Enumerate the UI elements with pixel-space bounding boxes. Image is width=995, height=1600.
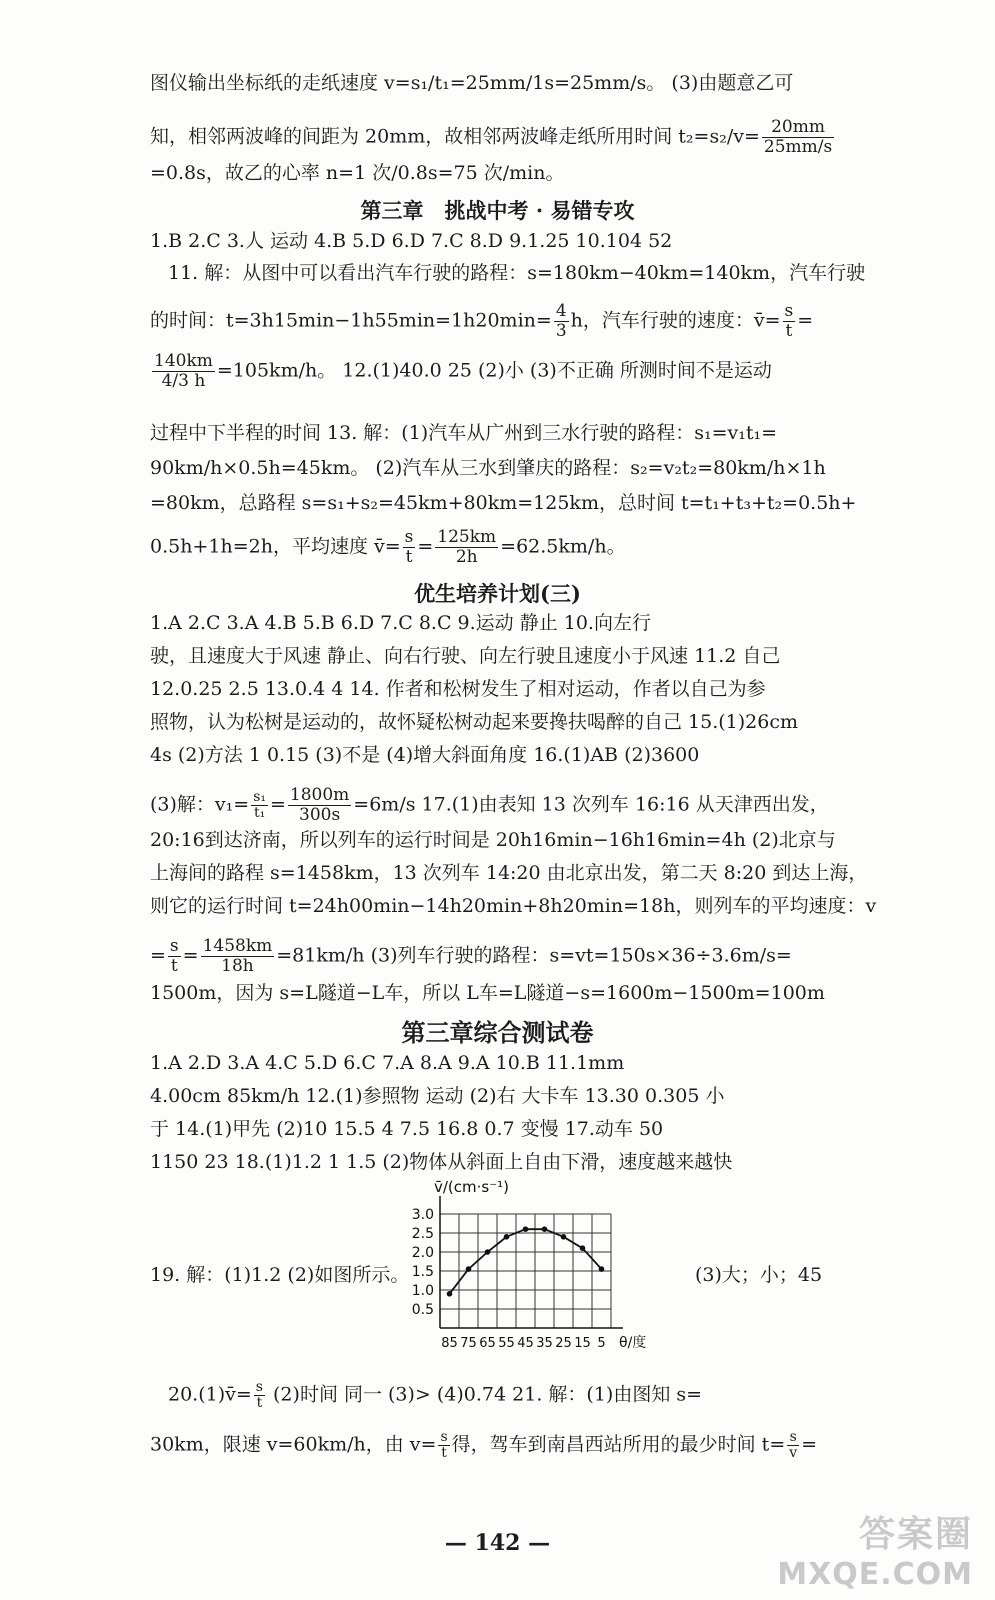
data-point	[523, 1226, 529, 1232]
text-line: 4.00cm 85km/h 12.(1)参照物 运动 (2)右 大卡车 13.30 0.305 小	[150, 1085, 725, 1107]
fraction-denominator: 18h	[221, 956, 254, 976]
text-line: 于 14.(1)甲先 (2)10 15.5 4 7.5 16.8 0.7 变慢 17.动车 50	[150, 1118, 664, 1140]
fraction-denominator: 2h	[455, 547, 478, 567]
text-line	[150, 117, 833, 157]
fraction	[152, 352, 215, 391]
fraction	[787, 1430, 799, 1461]
fraction	[403, 528, 416, 567]
text-line: 照物，认为松树是运动的，故怀疑松树动起来要搀扶喝醉的自己 15.(1)26cm	[150, 711, 799, 733]
section-title: 第三章综合测试卷	[401, 1019, 594, 1047]
data-point	[561, 1234, 567, 1240]
fraction	[288, 786, 351, 825]
fraction	[783, 302, 796, 341]
y-tick-label: 2.0	[411, 1245, 434, 1261]
fraction-denominator: 25mm/s	[763, 137, 833, 157]
y-tick-label: 1.0	[411, 1283, 434, 1299]
text-line: =80km，总路程 s=s₁+s₂=45km+80km=125km，总时间 t=t₁+t₃+t₂=0.5h+	[150, 492, 857, 514]
text-line: 图仪输出坐标纸的走纸速度 v=s₁/t₁=25mm/1s=25mm/s。 (3)由题意乙可	[150, 72, 794, 94]
text-line: 20:16到达济南，所以列车的运行时间是 20h16min−16h16min=4h (2)北京与	[150, 829, 836, 851]
data-point	[542, 1226, 548, 1232]
data-point	[485, 1249, 491, 1255]
text-line: 驶，且速度大于风速 静止、向右行驶、向左行驶且速度小于风速 11.2 自己	[150, 645, 781, 667]
text-segment: =	[801, 1433, 818, 1456]
text-segment: =	[182, 944, 199, 967]
fraction-numerator: 125km	[437, 527, 497, 547]
fraction-numerator: s	[255, 1379, 263, 1395]
fraction-numerator: 20mm	[762, 118, 834, 138]
text-line	[150, 528, 790, 567]
fraction-denominator: t	[170, 956, 178, 976]
fraction-numerator: s	[787, 1430, 799, 1446]
text-line: 12.0.25 2.5 13.0.4 4 14. 作者和松树发生了相对运动，作者以自己为参	[150, 678, 766, 700]
fraction-numerator: s	[169, 936, 179, 956]
fraction	[201, 937, 275, 976]
fraction	[251, 790, 268, 821]
fraction-denominator: t	[405, 547, 413, 567]
fraction-numerator: 4	[555, 301, 567, 321]
fraction	[435, 528, 498, 567]
text-segment: =6m/s 17.(1)由表知 13 次列车 16:16 从天津西出发，	[353, 793, 829, 816]
fraction-denominator: 3	[555, 321, 567, 341]
text-line	[150, 301, 814, 341]
x-tick-label: 45	[517, 1336, 534, 1351]
text-line: 4s (2)方法 1 0.15 (3)不是 (4)增大斜面角度 16.(1)AB (2)3600	[150, 744, 700, 766]
fraction-denominator: t	[441, 1445, 447, 1461]
text-line: 1150 23 18.(1)1.2 1 1.5 (2)物体从斜面上自由下滑，速度越来越快	[150, 1151, 733, 1173]
text-line: 则它的运行时间 t=24h00min−14h20min+8h20min=18h，则列车的平均速度：v	[150, 895, 877, 917]
y-tick-label: 0.5	[411, 1302, 434, 1318]
fraction-numerator: 1458km	[202, 936, 273, 956]
text-line: =0.8s，故乙的心率 n=1 次/0.8s=75 次/min。	[150, 162, 565, 184]
text-line: 1.A 2.D 3.A 4.C 5.D 6.C 7.A 8.A 9.A 10.B 11.1mm	[150, 1052, 625, 1074]
text-segment: =105km/h。 12.(1)40.0 25 (2)小 (3)不正确 所测时间不是运动	[216, 359, 772, 382]
text-segment: 30km，限速 v=60km/h，由 v=	[150, 1433, 437, 1456]
text-line	[150, 937, 790, 976]
fraction-numerator: s	[440, 1429, 448, 1445]
fraction-numerator: 1800m	[289, 785, 350, 805]
y-tick-label: 2.5	[411, 1226, 434, 1242]
text-segment: 知，相邻两波峰的间距为 20mm，故相邻两波峰走纸所用时间 t₂=s₂/v=	[150, 125, 760, 148]
text-line	[150, 785, 829, 825]
text-line: 过程中下半程的时间 13. 解：(1)汽车从广州到三水行驶的路程：s₁=v₁t₁=	[150, 422, 778, 444]
watermark-url: MXQE.COM	[777, 1557, 973, 1592]
fraction	[168, 937, 181, 976]
y-tick-label: 3.0	[411, 1207, 434, 1223]
text-segment: 20.(1)v̄=	[168, 1383, 252, 1406]
data-point	[580, 1245, 586, 1251]
fraction-denominator: v	[789, 1445, 798, 1461]
text-segment: =62.5km/h。	[500, 535, 626, 558]
y-tick-label: 1.5	[411, 1264, 434, 1280]
data-point	[504, 1234, 510, 1240]
data-point	[599, 1266, 605, 1272]
x-tick-label: 25	[555, 1336, 572, 1351]
fraction	[762, 118, 834, 157]
text-segment: (2)时间 同一 (3)> (4)0.74 21. 解：(1)由图知 s=	[266, 1383, 703, 1406]
text-segment: 得，驾车到南昌西站所用的最少时间 t=	[451, 1433, 786, 1456]
section-title: 优生培养计划(三)	[414, 581, 581, 606]
section-title: 第三章 挑战中考 · 易错专攻	[360, 198, 635, 223]
fraction	[254, 1380, 265, 1411]
x-tick-label: 55	[498, 1336, 515, 1351]
text-line: 90km/h×0.5h=45km。 (2)汽车从三水到肇庆的路程：s₂=v₂t₂=80km/h×1h	[150, 457, 826, 479]
text-line: 11. 解：从图中可以看出汽车行驶的路程：s=180km−40km=140km，汽车行驶	[168, 262, 866, 284]
text-line	[168, 1380, 808, 1411]
data-point	[447, 1291, 453, 1297]
fraction	[554, 302, 569, 341]
text-segment: =	[269, 793, 286, 816]
data-curve	[450, 1229, 602, 1294]
x-tick-label: 75	[460, 1336, 477, 1351]
watermark-logo: 答案圈	[858, 1514, 973, 1555]
text-line: 上海间的路程 s=1458km，13 次列车 14:20 由北京出发，第二天 8:20 到达上海，	[150, 862, 868, 884]
fraction-denominator: t	[256, 1395, 263, 1411]
fraction-numerator: s	[404, 527, 414, 547]
fraction	[438, 1430, 449, 1461]
fraction-numerator: s	[784, 301, 794, 321]
text-line	[150, 352, 790, 391]
text-line: 19. 解：(1)1.2 (2)如图所示。	[150, 1264, 410, 1286]
speed-angle-chart	[370, 1178, 670, 1358]
page-number: — 142 —	[444, 1530, 551, 1556]
y-axis-label: v̄/(cm·s⁻¹)	[434, 1178, 510, 1196]
x-tick-label: 35	[536, 1336, 553, 1351]
x-tick-label: 15	[574, 1336, 591, 1351]
text-line	[150, 1429, 818, 1461]
text-segment: 的时间：t=3h15min−1h55min=1h20min=	[150, 309, 552, 332]
fraction-numerator: s₁	[253, 789, 266, 805]
fraction-denominator: t₁	[253, 805, 266, 821]
text-segment: (3)解：v₁=	[150, 793, 250, 816]
x-axis-label: θ/度	[619, 1335, 647, 1351]
text-segment: =81km/h (3)列车行驶的路程：s=vt=150s×36÷3.6m/s=	[276, 944, 792, 967]
x-tick-label: 85	[441, 1336, 458, 1351]
x-tick-label: 5	[597, 1336, 606, 1351]
fraction-denominator: 300s	[299, 805, 341, 825]
text-line: (3)大；小；45	[695, 1264, 823, 1286]
fraction-denominator: t	[785, 321, 793, 341]
text-segment: =	[150, 944, 166, 967]
fraction-denominator: 4/3 h	[161, 371, 206, 391]
fraction-numerator: 140km	[154, 351, 213, 371]
text-segment: =	[417, 535, 434, 558]
text-segment: =	[797, 309, 814, 332]
text-line: 1.A 2.C 3.A 4.B 5.B 6.D 7.C 8.C 9.运动 静止 10.向左行	[150, 612, 651, 634]
data-point	[466, 1266, 472, 1272]
watermark	[777, 1506, 973, 1592]
text-segment: 0.5h+1h=2h，平均速度 v̄=	[150, 535, 401, 558]
x-tick-label: 65	[479, 1336, 496, 1351]
text-line: 1500m，因为 s=L隧道−L车，所以 L车=L隧道−s=1600m−1500m=100m	[150, 982, 825, 1004]
text-segment: h，汽车行驶的速度：v̄=	[570, 309, 781, 332]
text-line: 1.B 2.C 3.人 运动 4.B 5.D 6.D 7.C 8.D 9.1.25 10.104 52	[150, 230, 673, 252]
